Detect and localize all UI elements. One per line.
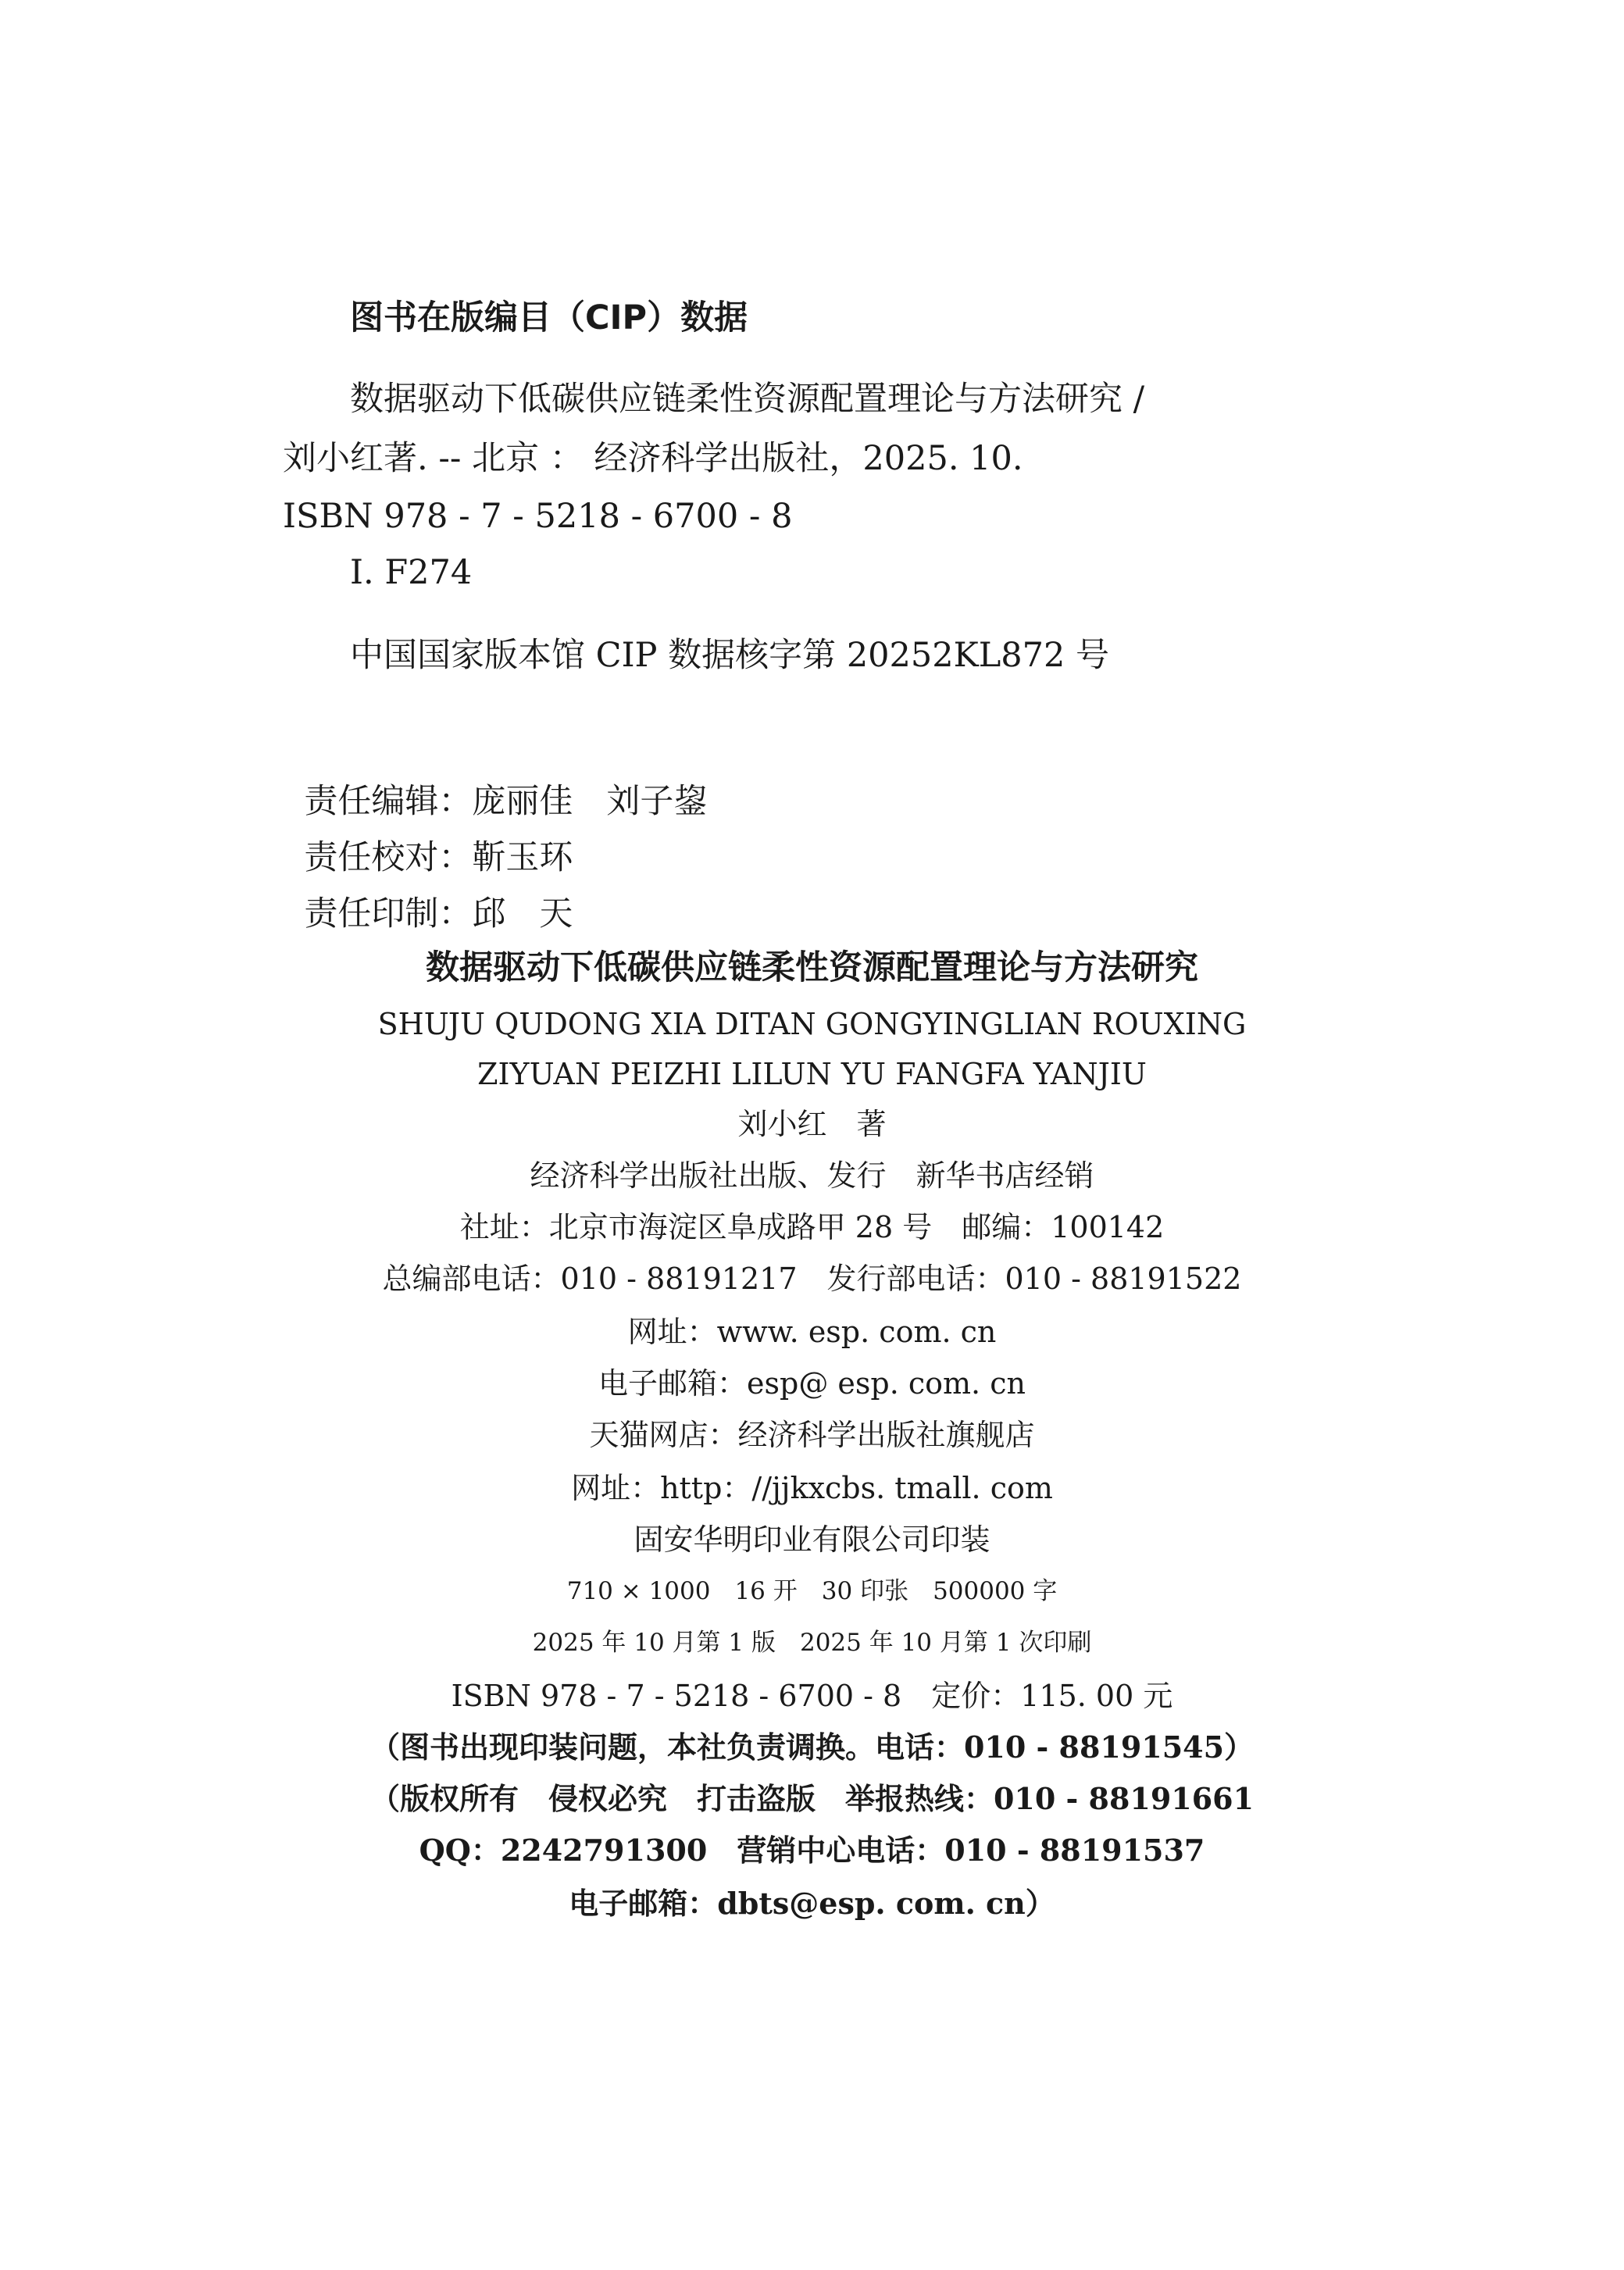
cip-record-line: 中国国家版本馆 CIP 数据核字第 20252KL872 号: [350, 636, 1110, 675]
colophon-pinyin-1: SHUJU QUDONG XIA DITAN GONGYINGLIAN ROUXING: [377, 1007, 1247, 1041]
staff-role: 责任编辑：: [304, 782, 473, 821]
cip-isbn-line: ISBN 978 - 7 - 5218 - 6700 - 8: [283, 497, 793, 536]
colophon-notice-2: （版权所有 侵权必究 打击盗版 举报热线：010 - 88191661: [369, 1781, 1255, 1816]
colophon-title: 数据驱动下低碳供应链柔性资源配置理论与方法研究: [426, 948, 1198, 987]
staff-role: 责任校对：: [304, 838, 473, 877]
colophon-printer: 固安华明印业有限公司印装: [634, 1522, 990, 1557]
cip-class-line: Ⅰ. F274: [350, 553, 473, 592]
colophon-notice-1: （图书出现印装问题，本社负责调换。电话：010 - 88191545）: [369, 1729, 1255, 1765]
staff-name: 庞丽佳 刘子鋆: [472, 782, 708, 821]
cip-author-line: 刘小红著. -- 北京 ： 经济科学出版社，2025. 10.: [283, 439, 1023, 478]
cip-title-line: 数据驱动下低碳供应链柔性资源配置理论与方法研究 /: [350, 380, 1145, 419]
colophon-website: 网址：www. esp. com. cn: [627, 1315, 997, 1349]
colophon-email: 电子邮箱：esp@ esp. com. cn: [598, 1366, 1026, 1401]
colophon-specs: 710 × 1000 16 开 30 印张 500000 字: [566, 1577, 1058, 1605]
colophon-isbn-price: ISBN 978 - 7 - 5218 - 6700 - 8 定价：115. 00 元: [451, 1679, 1173, 1713]
colophon-tmall-url: 网址：http：//jjkxcbs. tmall. com: [571, 1471, 1053, 1505]
colophon-tmall: 天猫网店：经济科学出版社旗舰店: [589, 1418, 1035, 1452]
staff-role: 责任印制：: [304, 894, 473, 933]
colophon-publisher: 经济科学出版社出版、发行 新华书店经销: [530, 1158, 1094, 1193]
colophon-notice-3: QQ：2242791300 营销中心电话：010 - 88191537: [419, 1833, 1205, 1868]
colophon-notice-4: 电子邮箱：dbts@esp. com. cn）: [569, 1886, 1055, 1921]
colophon-address: 社址：北京市海淀区阜成路甲 28 号 邮编：100142: [459, 1210, 1165, 1244]
cip-heading: 图书在版编目（CIP）数据: [350, 298, 748, 337]
colophon-author: 刘小红 著: [737, 1107, 887, 1141]
colophon-phones: 总编部电话：010 - 88191217 发行部电话：010 - 88191522: [382, 1262, 1242, 1296]
colophon-pinyin-2: ZIYUAN PEIZHI LILUN YU FANGFA YANJIU: [477, 1057, 1147, 1091]
staff-printing: [283, 864, 573, 931]
staff-name: 邱 天: [472, 894, 573, 933]
colophon-edition: 2025 年 10 月第 1 版 2025 年 10 月第 1 次印刷: [532, 1629, 1092, 1657]
staff-name: 靳玉环: [472, 838, 573, 877]
